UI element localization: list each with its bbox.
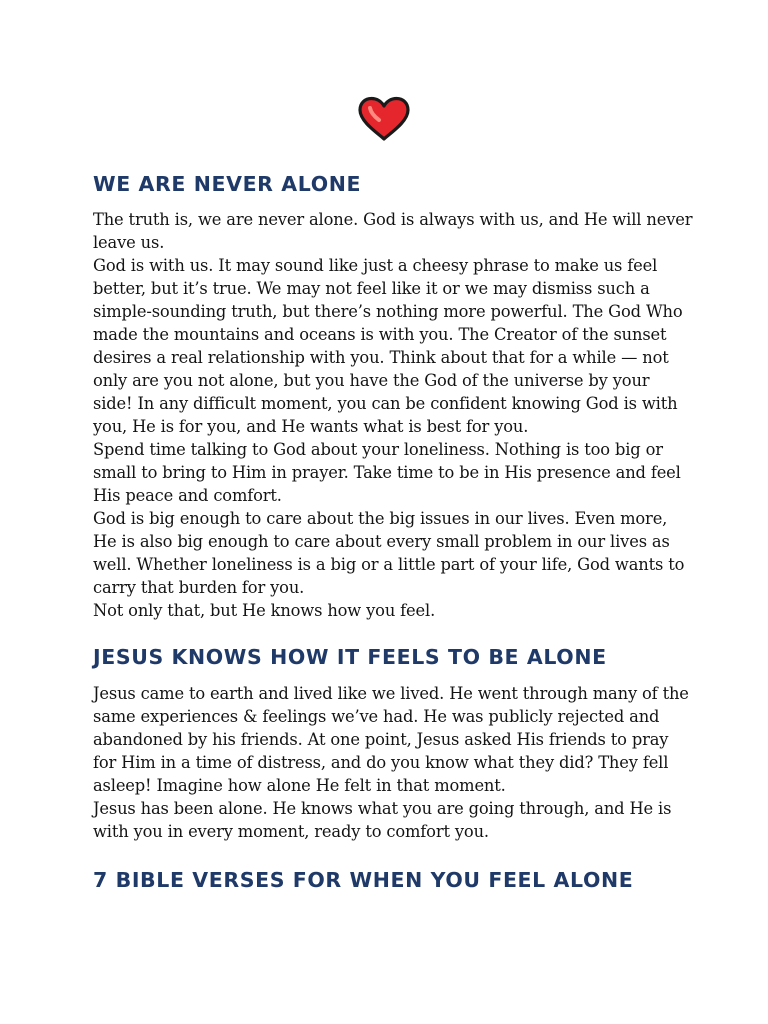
section-heading: JESUS KNOWS HOW IT FEELS TO BE ALONE bbox=[93, 645, 607, 669]
paragraph: Spend time talking to God about your loneliness. Nothing is too big or small to bring to Him in prayer. Take time to be in His presence and feel His peace and comfort. bbox=[93, 440, 681, 505]
heart-icon bbox=[357, 96, 411, 142]
paragraph: God is with us. It may sound like just a cheesy phrase to make us feel better, but it’s true. We may not feel like it or we may dismiss such a simple-sounding truth, but there’s nothing more powerful. The God Who made the mountains and oceans is with you. The Creator of the sunset desires a real relationship with you. Think about that for a while — not only are you not alone, but you have the God of the universe by your side! In any difficult moment, you can be confident knowing God is with you, He is for you, and He wants what is best for you. bbox=[93, 256, 683, 436]
heart-shape bbox=[360, 99, 408, 140]
section-heading: 7 BIBLE VERSES FOR WHEN YOU FEEL ALONE bbox=[93, 868, 634, 892]
paragraph: Jesus has been alone. He knows what you are going through, and He is with you in every moment, ready to comfort you. bbox=[93, 799, 672, 841]
section-never-alone bbox=[93, 170, 693, 622]
paragraph: God is big enough to care about the big issues in our lives. Even more, He is also big enough to care about every small problem in our lives as well. Whether loneliness is a big or a little part of your life, God wants to carry that burden for you. bbox=[93, 509, 685, 597]
section-heading: WE ARE NEVER ALONE bbox=[93, 172, 362, 196]
paragraph: Jesus came to earth and lived like we lived. He went through many of the same experiences & feelings we’ve had. He was publicly rejected and abandoned by his friends. At one point, Jesus asked His friends to pray for Him in a time of distress, and do you know what they did? They fell asleep! Imagine how alone He felt in that moment. bbox=[93, 684, 689, 795]
article-body bbox=[93, 170, 693, 894]
section-bible-verses bbox=[93, 866, 693, 894]
section-jesus-knows bbox=[93, 643, 693, 843]
paragraph: Not only that, but He knows how you feel. bbox=[93, 601, 436, 620]
paragraph: The truth is, we are never alone. God is always with us, and He will never leave us. bbox=[93, 210, 693, 252]
